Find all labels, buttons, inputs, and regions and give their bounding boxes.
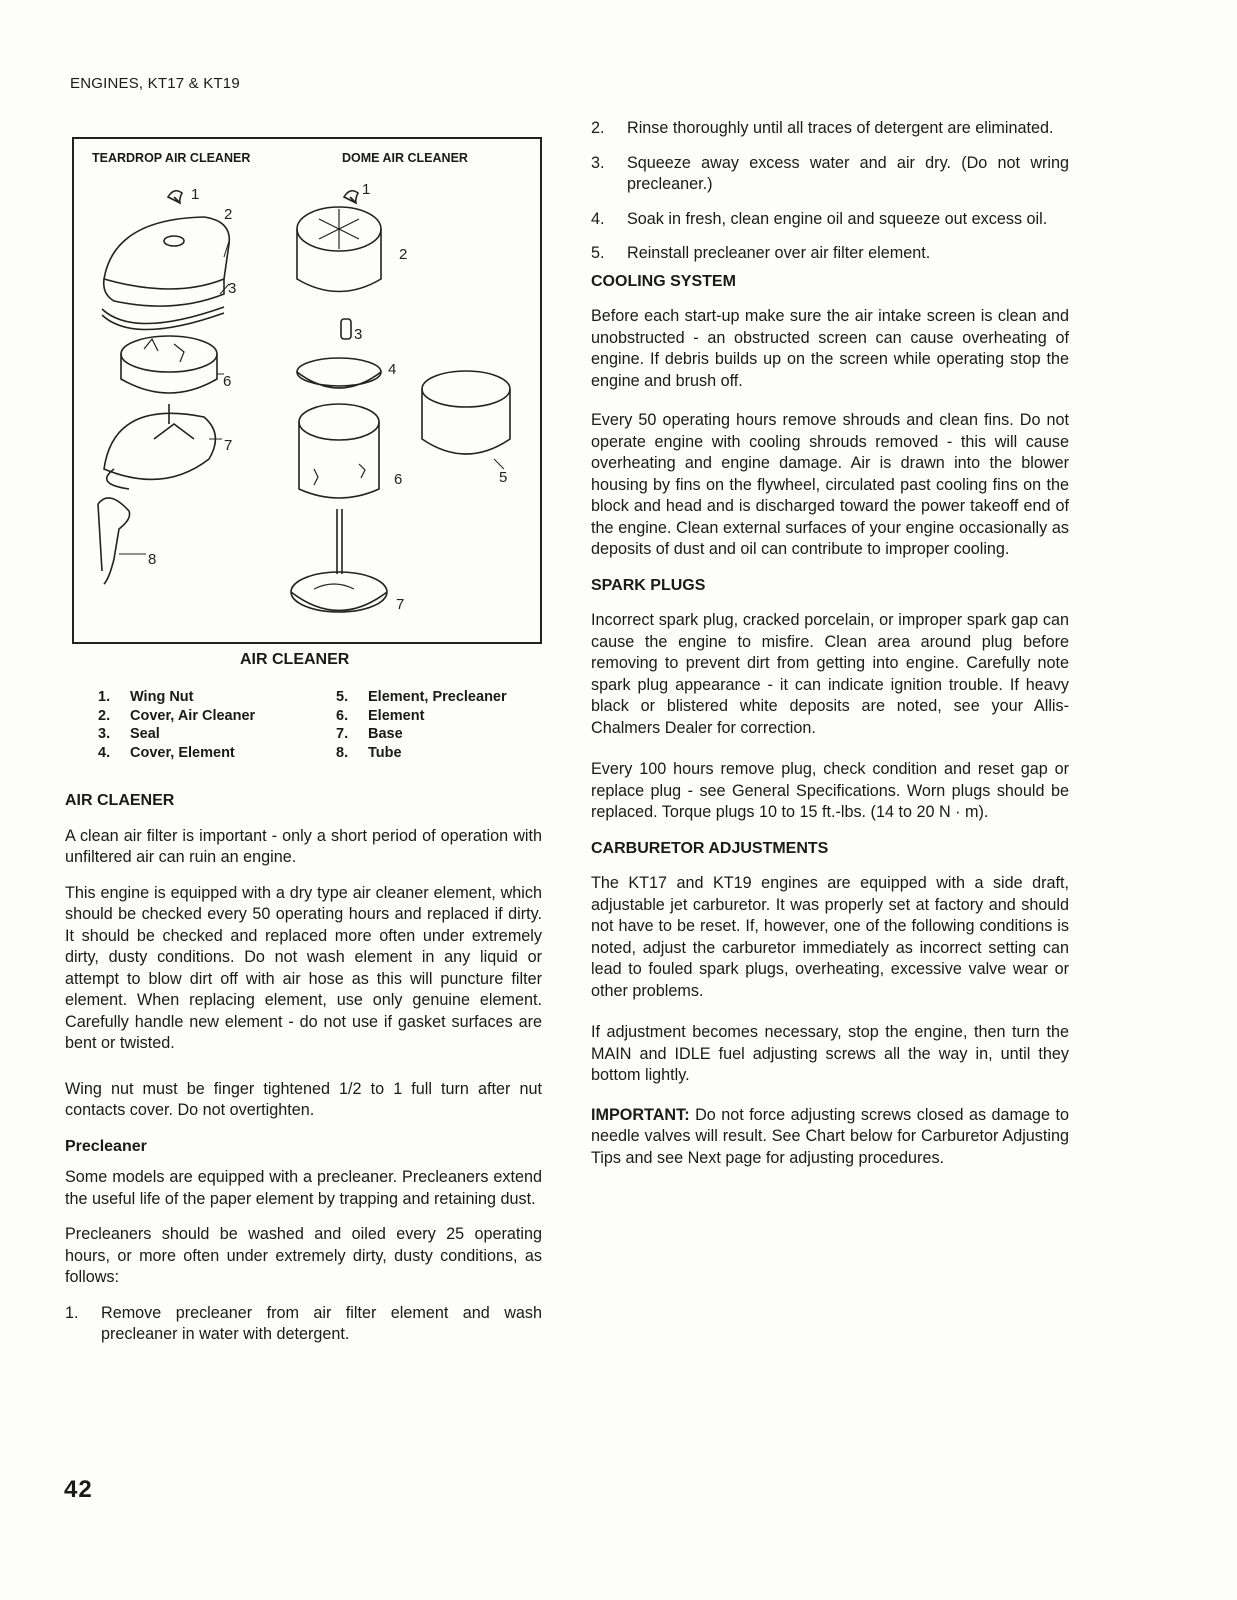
right-column (591, 118, 1069, 1183)
precleaner-heading: Precleaner (65, 1137, 147, 1155)
cooling-system-heading: COOLING SYSTEM (591, 272, 736, 290)
svg-text:8: 8 (148, 551, 157, 568)
figure-callouts (148, 181, 507, 613)
legend-item: 7. Base (336, 726, 403, 742)
teardrop-title: TEARDROP AIR CLEANER (92, 151, 251, 165)
svg-text:1: 1 (191, 186, 200, 203)
svg-text:7: 7 (396, 596, 405, 613)
important-label: IMPORTANT: (591, 1105, 690, 1124)
svg-text:7: 7 (224, 437, 233, 454)
svg-text:2: 2 (224, 206, 233, 223)
step-item: 5. Reinstall precleaner over air filter element. (591, 244, 931, 262)
paragraph: If adjustment becomes necessary, stop the engine, then turn the MAIN and IDLE fuel adjusting screws all the way in, until they bottom lightly. (591, 1023, 1069, 1084)
paragraph: The KT17 and KT19 engines are equipped with a side draft, adjustable jet carburetor. It was properly set at factory and should not have to be reset. If, however, one of the following conditions is noted, adjust the carburetor immediately as incorrect setting can lead to fouled spark plugs, overheating, excessive valve wear or other problems. (591, 874, 1069, 1000)
legend-item: 2. Cover, Air Cleaner (98, 707, 256, 724)
left-column (65, 782, 542, 1359)
figure-caption: AIR CLEANER (240, 651, 350, 668)
step-item: 4. Soak in fresh, clean engine oil and squeeze out excess oil. (591, 209, 1048, 228)
spark-plugs-heading: SPARK PLUGS (591, 576, 706, 594)
paragraph: A clean air filter is important - only a short period of operation with unfiltered air can ruin an engine. (65, 826, 542, 866)
legend-item: 3. Seal (98, 726, 160, 742)
legend-item: 8. Tube (336, 744, 402, 761)
step-item: 1. Remove precleaner from air filter element and wash precleaner in water with detergent. (65, 1303, 542, 1343)
figure-legend-col2 (336, 688, 507, 762)
legend-item: 4. Cover, Element (98, 744, 235, 761)
dome-title: DOME AIR CLEANER (342, 151, 468, 165)
paragraph: Before each start-up make sure the air intake screen is clean and unobstructed - an obstructed screen can cause overheating of engine. If debris builds up on the screen while operating stop the engine and brush off. (591, 307, 1069, 390)
svg-text:3: 3 (354, 326, 363, 343)
paragraph: Every 50 operating hours remove shrouds and clean fins. Do not operate engine with cooling shrouds removed - this will cause overheating and engine damage. Air is drawn into the blower housing by fins on the flywheel, circulated past cooling fins on the block and head and is discharged toward the power takeoff end of the engine. Clean external surfaces of your engine occasionally as deposits of dust and oil can contribute to improper cooling. (591, 411, 1069, 558)
figure-legend-col1 (98, 688, 255, 762)
paragraph: Every 100 hours remove plug, check condition and reset gap or replace plug - see General Specifications. Worn plugs should be replaced. Torque plugs 10 to 15 ft.-lbs. (14 to 20 N · m). (591, 760, 1069, 821)
svg-text:1: 1 (362, 181, 371, 198)
legend-item: 1. Wing Nut (98, 689, 194, 705)
paragraph: Wing nut must be finger tightened 1/2 to 1 full turn after nut contacts cover. Do not overtighten. (65, 1079, 542, 1119)
paragraph: Precleaners should be washed and oiled every 25 operating hours, or more often under extremely dirty, dusty conditions, as follows: (65, 1225, 542, 1286)
svg-text:3: 3 (228, 280, 237, 297)
svg-text:5: 5 (499, 469, 508, 486)
air-cleaner-exploded-diagram (74, 139, 540, 642)
page-number: 42 (64, 1476, 93, 1503)
svg-text:6: 6 (223, 373, 232, 390)
paragraph: Incorrect spark plug, cracked porcelain, or improper spark gap can cause the engine to misfire. Clean area around plug before removing to prevent dirt from getting into engine. Carefully note spark plug appearance - it can indicate ignition trouble. If heavy black or blistered white deposits are noted, see your Allis-Chalmers Dealer for correction. (591, 611, 1069, 737)
step-item: 2. Rinse thoroughly until all traces of detergent are eliminated. (591, 119, 1054, 137)
carburetor-heading: CARBURETOR ADJUSTMENTS (591, 839, 829, 857)
paragraph: Some models are equipped with a precleaner. Precleaners extend the useful life of the paper element by trapping and retaining dust. (65, 1168, 542, 1208)
step-item: 3. Squeeze away excess water and air dry. (Do not wring precleaner.) (591, 153, 1069, 193)
legend-item: 5. Element, Precleaner (336, 689, 507, 705)
air-cleaner-heading: AIR CLAENER (65, 792, 175, 809)
important-note: IMPORTANT: Do not force adjusting screws closed as damage to needle valves will result. See Chart below for Carburetor Adjusting Tips and see Next page for adjusting procedures. (591, 1105, 1069, 1167)
running-header: ENGINES, KT17 & KT19 (70, 75, 240, 92)
air-cleaner-figure (72, 137, 542, 644)
paragraph: This engine is equipped with a dry type air cleaner element, which should be checked every 50 operating hours and replaced if dirty. It should be checked and replaced more often under extremely dirty, dusty conditions. Do not wash element in any liquid or attempt to blow dirt off with air hose as this will puncture filter element. When replacing element, use only genuine element. Carefully handle new element - do not use if gasket surfaces are bent or twisted. (65, 883, 542, 1052)
svg-text:6: 6 (394, 471, 403, 488)
svg-text:4: 4 (388, 361, 397, 378)
svg-text:2: 2 (399, 246, 408, 263)
legend-item: 6. Element (336, 707, 425, 724)
